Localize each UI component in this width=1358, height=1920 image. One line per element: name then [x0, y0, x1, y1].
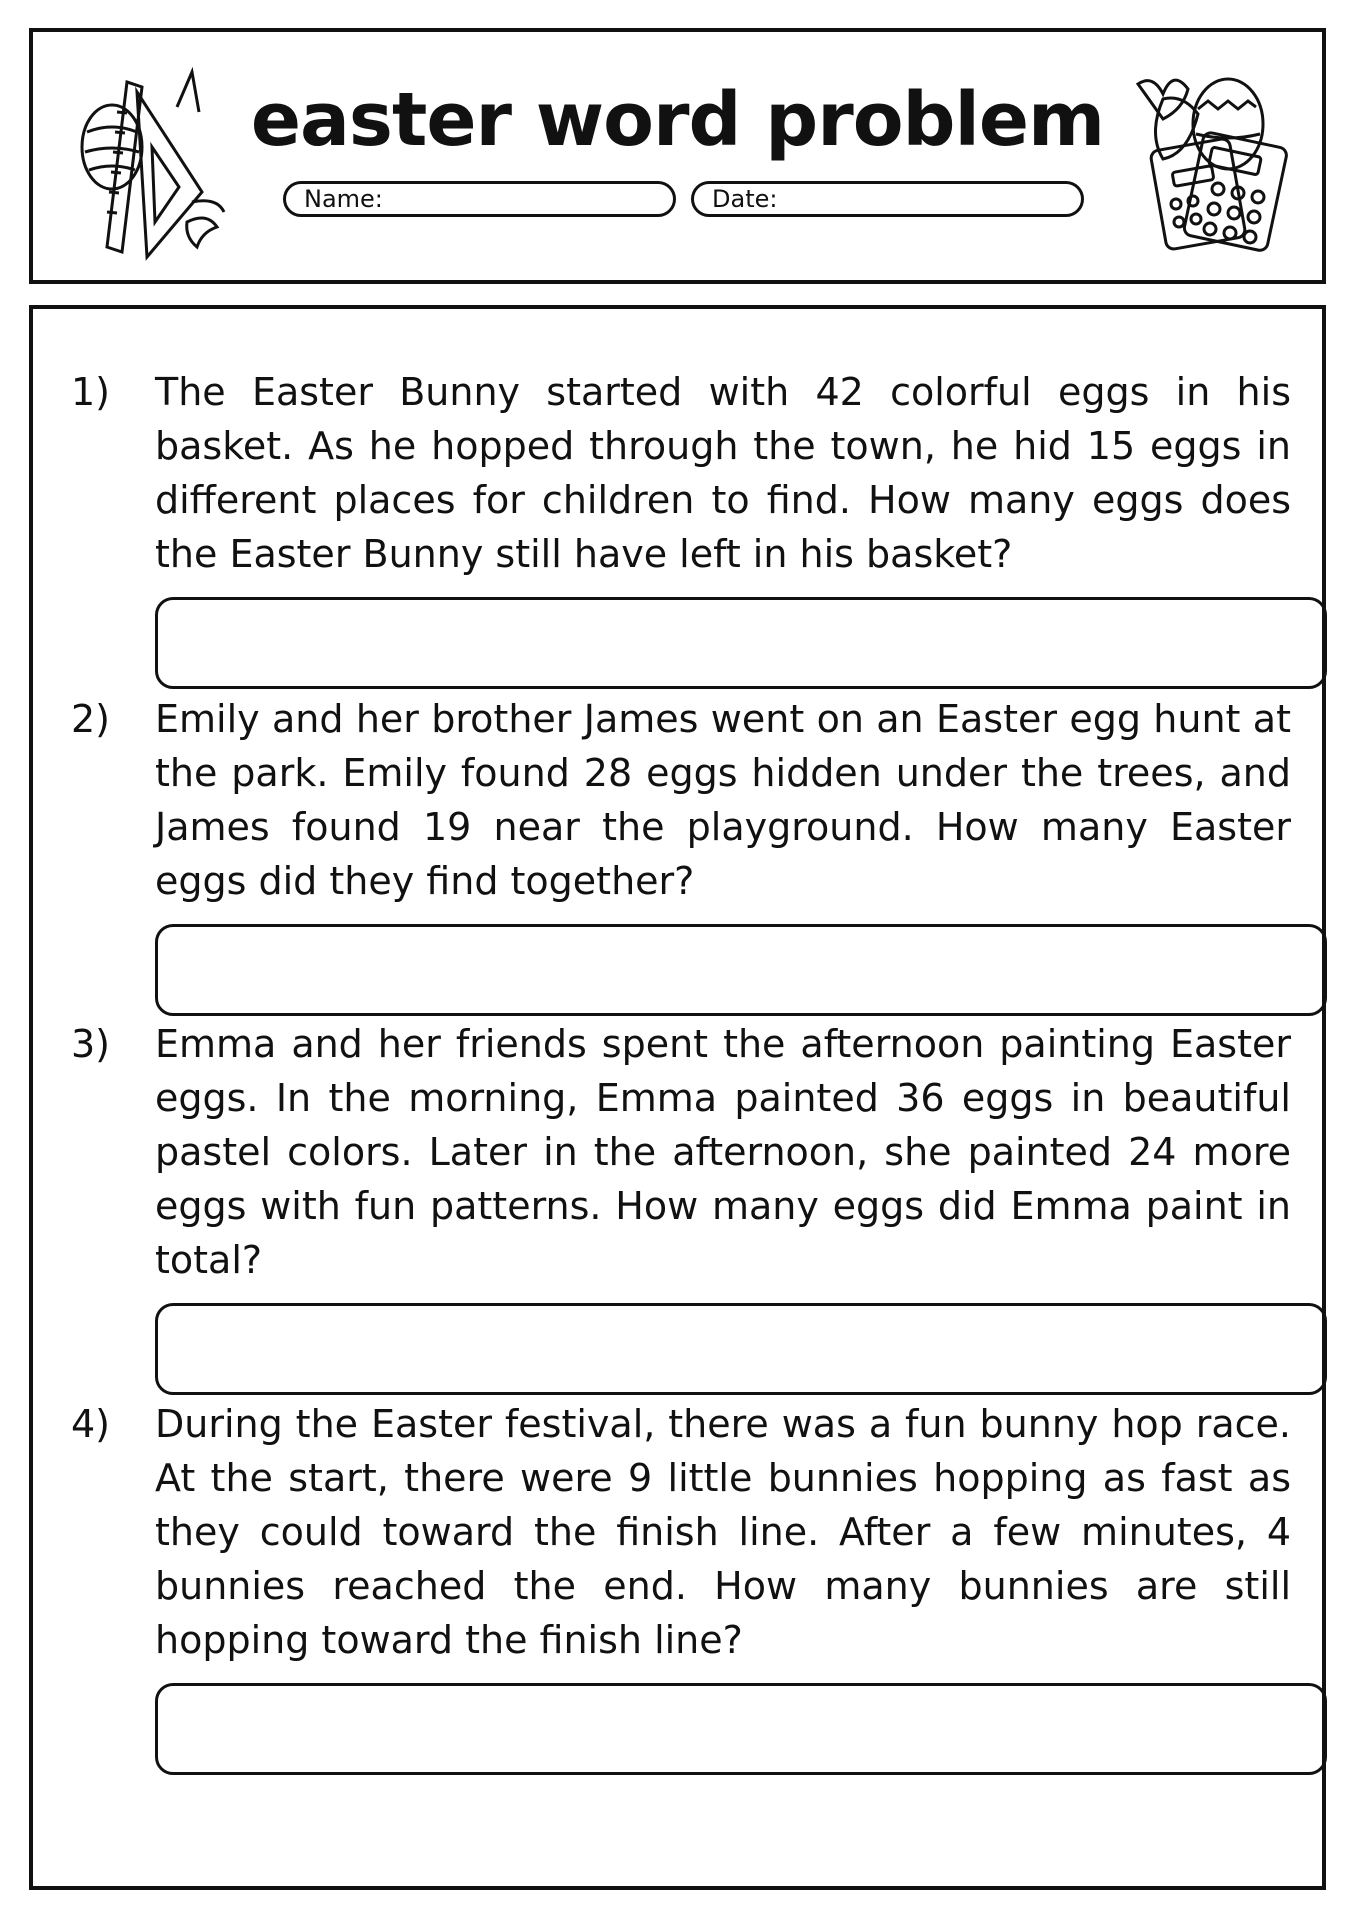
date-field[interactable]: [691, 181, 1084, 217]
header-box: [29, 28, 1326, 284]
name-label: Name:: [304, 185, 383, 213]
date-label: Date:: [712, 185, 778, 213]
problem-3: [71, 1017, 1291, 1395]
problem-number: 1): [71, 370, 111, 414]
page-title: easter word problem: [250, 77, 1105, 163]
answer-box-4[interactable]: [155, 1683, 1327, 1775]
answer-box-3[interactable]: [155, 1303, 1327, 1395]
problem-text: The Easter Bunny started with 42 colorful eggs in his basket. As he hopped through the town, he hid 15 eggs in different places for children to find. How many eggs does the Easter Bunny still have left in his basket?: [155, 370, 1291, 576]
problem-text: During the Easter festival, there was a fun bunny hop race. At the start, there were 9 little bunnies hopping as fast as they could toward the finish line. After a few minutes, 4 bunnies reached the end. How many bunnies are still hopping toward the finish line?: [155, 1402, 1291, 1662]
problem-text: Emma and her friends spent the afternoon painting Easter eggs. In the morning, Emma painted 36 eggs in beautiful pastel colors. Later in the afternoon, she painted 24 more eggs with fun patterns. How many eggs did Emma paint in total?: [155, 1022, 1291, 1282]
problem-4: [71, 1397, 1291, 1775]
problem-number: 2): [71, 697, 111, 741]
problem-2: [71, 692, 1291, 1016]
calculator-easter-basket-icon: [1118, 54, 1288, 254]
problem-number: 4): [71, 1402, 111, 1446]
answer-box-2[interactable]: [155, 924, 1327, 1016]
problem-1: [71, 365, 1291, 689]
problem-text: Emily and her brother James went on an Easter egg hunt at the park. Emily found 28 eggs hidden under the trees, and James found 19 near the playground. How many Easter eggs did they find together?: [155, 697, 1291, 903]
problem-number: 3): [71, 1022, 111, 1066]
problems-box: [29, 305, 1326, 1890]
answer-box-1[interactable]: [155, 597, 1327, 689]
name-field[interactable]: [283, 181, 676, 217]
